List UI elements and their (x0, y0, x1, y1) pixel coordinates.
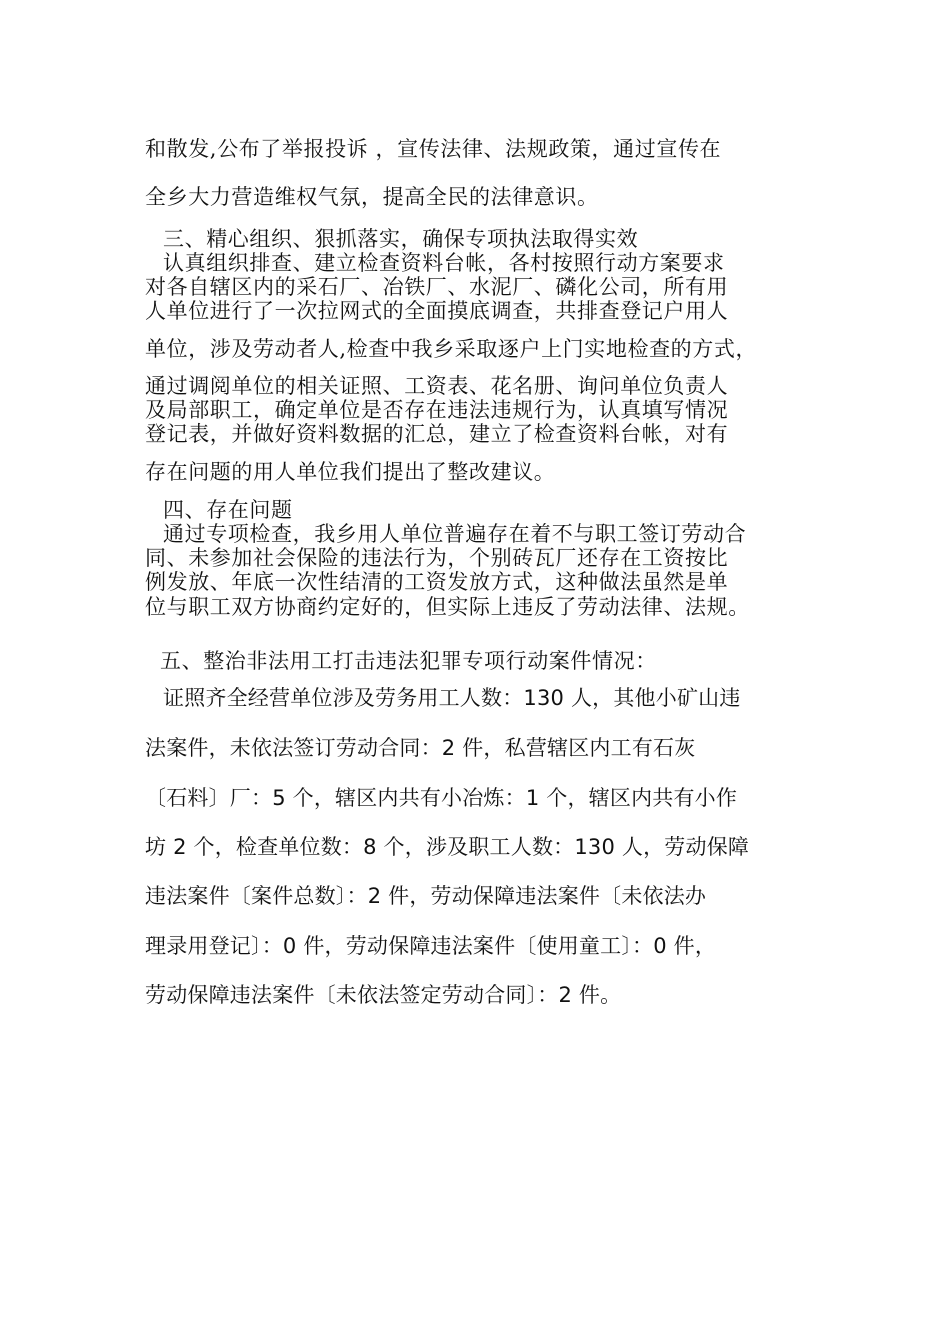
paragraph-line: 证照齐全经营单位涉及劳务用工人数：130 人，其他小矿山违 (163, 686, 741, 710)
paragraph-line: 例发放、年底一次性结清的工资发放方式，这种做法虽然是单 (145, 570, 729, 594)
paragraph-line: 〔石料〕厂：5 个，辖区内共有小冶炼：1 个，辖区内共有小作 (145, 786, 738, 810)
paragraph-line: 存在问题的用人单位我们提出了整改建议。 (145, 460, 556, 484)
paragraph-line: 通过专项检查，我乡用人单位普遍存在着不与职工签订劳动合 (163, 522, 747, 546)
paragraph-line: 通过调阅单位的相关证照、工资表、花名册、询问单位负责人 (145, 374, 729, 398)
paragraph-line: 违法案件〔案件总数〕：2 件，劳动保障违法案件〔未依法办 (145, 884, 707, 908)
paragraph-line: 理录用登记〕：0 件，劳动保障违法案件〔使用童工〕：0 件， (145, 934, 717, 958)
paragraph-line: 登记表，并做好资料数据的汇总，建立了检查资料台帐，对有 (145, 422, 729, 446)
section-heading-4: 四、存在问题 (163, 498, 293, 522)
paragraph-line: 坊 2 个，检查单位数：8 个，涉及职工人数：130 人，劳动保障 (145, 835, 750, 859)
paragraph-line: 劳动保障违法案件〔未依法签定劳动合同〕：2 件。 (145, 983, 622, 1007)
paragraph-line: 同、未参加社会保险的违法行为，个别砖瓦厂还存在工资按比 (145, 546, 729, 570)
paragraph-line: 位与职工双方协商约定好的，但实际上违反了劳动法律、法规。 (145, 595, 750, 619)
paragraph-line: 认真组织排查、建立检查资料台帐，各村按照行动方案要求 (163, 251, 725, 275)
paragraph-line: 法案件，未依法签订劳动合同：2 件，私营辖区内工有石灰 (145, 736, 696, 760)
paragraph-line: 单位，涉及劳动者人,检查中我乡采取逐户上门实地检查的方式， (145, 337, 758, 361)
paragraph-line: 全乡大力营造维权气氛，提高全民的法律意识。 (145, 185, 599, 209)
section-heading-3: 三、精心组织、狠抓落实，确保专项执法取得实效 (163, 227, 639, 251)
paragraph-line: 对各自辖区内的采石厂、冶铁厂、水泥厂、磷化公司，所有用 (145, 275, 729, 299)
paragraph-line: 及局部职工，确定单位是否存在违法违规行为，认真填写情况 (145, 398, 729, 422)
section-heading-5: 五、整治非法用工打击违法犯罪专项行动案件情况： (160, 649, 657, 673)
paragraph-line: 和散发,公布了举报投诉 ，宣传法律、法规政策，通过宣传在 (145, 137, 722, 161)
paragraph-line: 人单位进行了一次拉网式的全面摸底调查，共排查登记户用人 (145, 299, 729, 323)
